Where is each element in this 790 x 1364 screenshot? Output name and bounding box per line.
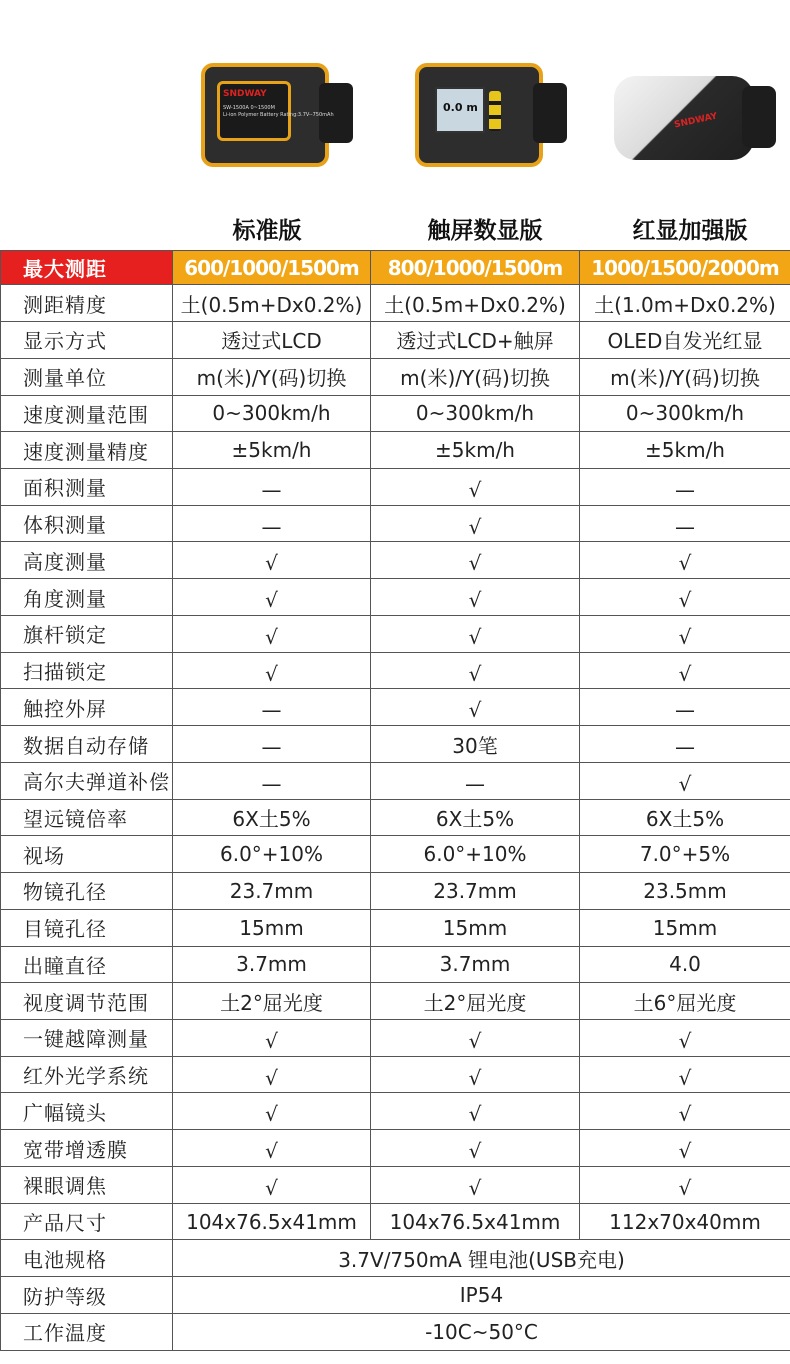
- table-row: [1, 469, 790, 506]
- cell-value: 15mm: [442, 915, 508, 940]
- cell-value: m(米)/Y(码)切换: [196, 366, 347, 391]
- cell-value: ±5km/h: [645, 438, 725, 463]
- check-mark: √: [678, 1102, 692, 1127]
- cell-touchscreen: [371, 873, 580, 910]
- cell-standard: [173, 762, 371, 799]
- cell-touchscreen: [371, 652, 580, 689]
- cell-standard: [173, 579, 371, 616]
- cell-standard: [173, 505, 371, 542]
- cell-touchscreen: [371, 322, 580, 359]
- dash-mark: —: [261, 514, 282, 539]
- cell-value: 6.0°+10%: [219, 842, 324, 867]
- cell-standard: [173, 469, 371, 506]
- product-image-standard: [178, 28, 368, 198]
- table-row: [1, 1130, 790, 1167]
- cell-touchscreen: [371, 1166, 580, 1203]
- check-mark: √: [678, 771, 692, 796]
- cell-standard: [173, 395, 371, 432]
- row-label: 物镜孔径: [1, 873, 173, 910]
- row-label: 触控外屏: [1, 689, 173, 726]
- cell-touchscreen: [371, 946, 580, 983]
- row-label: 高度测量: [1, 542, 173, 579]
- cell-standard: [173, 1130, 371, 1167]
- cell-oled: [580, 432, 790, 469]
- check-mark: √: [678, 624, 692, 649]
- device-screen-reading: 0.0 m: [443, 101, 478, 114]
- check-mark: √: [265, 551, 278, 576]
- check-mark: √: [678, 661, 692, 686]
- dash-mark: —: [261, 771, 282, 796]
- cell-value: 0~300km/h: [625, 401, 745, 426]
- table-row: [1, 615, 790, 652]
- table-row: [1, 432, 790, 469]
- cell-standard: [173, 873, 371, 910]
- rangefinder-standard-illustration: [193, 53, 353, 173]
- table-row-max-range: [1, 251, 790, 285]
- dash-mark: —: [675, 735, 695, 759]
- check-mark: √: [468, 1175, 482, 1200]
- table-row-shared: [1, 1240, 790, 1277]
- row-label: 宽带增透膜: [1, 1130, 173, 1167]
- check-mark: √: [678, 1065, 692, 1090]
- row-label: 扫描锁定: [1, 652, 173, 689]
- cell-value: 15mm: [652, 915, 718, 940]
- cell-value: 透过式LCD: [221, 329, 322, 354]
- check-mark: √: [678, 1175, 692, 1200]
- row-label: 电池规格: [1, 1240, 173, 1277]
- max-range-touchscreen: 800/1000/1500m: [371, 251, 580, 285]
- table-row: [1, 726, 790, 763]
- cell-value: 土2°屈光度: [220, 990, 323, 1015]
- table-row: [1, 762, 790, 799]
- cell-touchscreen: [371, 285, 580, 322]
- shared-value: 3.7V/750mA 锂电池(USB充电): [173, 1240, 790, 1277]
- table-row: [1, 873, 790, 910]
- cell-touchscreen: [371, 542, 580, 579]
- cell-value: 土6°屈光度: [633, 990, 737, 1015]
- cell-value: 0~300km/h: [212, 401, 331, 426]
- check-mark: √: [468, 551, 482, 576]
- cell-touchscreen: [371, 1093, 580, 1130]
- cell-oled: [580, 1203, 790, 1240]
- table-row: [1, 542, 790, 579]
- check-mark: √: [468, 624, 482, 649]
- cell-oled: [580, 1130, 790, 1167]
- cell-value: 23.5mm: [643, 878, 727, 903]
- cell-value: 7.0°+5%: [639, 842, 731, 867]
- cell-oled: [580, 873, 790, 910]
- table-row: [1, 285, 790, 322]
- table-row: [1, 689, 790, 726]
- check-mark: √: [468, 1102, 482, 1127]
- row-label: 高尔夫弹道补偿: [1, 762, 173, 799]
- cell-standard: [173, 799, 371, 836]
- cell-oled: [580, 836, 790, 873]
- table-row: [1, 836, 790, 873]
- check-mark: √: [678, 588, 692, 613]
- rangefinder-oled-illustration: [610, 58, 780, 168]
- cell-standard: [173, 1093, 371, 1130]
- table-row: [1, 1166, 790, 1203]
- row-label: 红外光学系统: [1, 1056, 173, 1093]
- row-label: 数据自动存储: [1, 726, 173, 763]
- table-row-shared: [1, 1277, 790, 1314]
- check-mark: √: [468, 588, 482, 613]
- cell-value: 104x76.5x41mm: [186, 1209, 357, 1234]
- cell-oled: [580, 652, 790, 689]
- max-range-standard: 600/1000/1500m: [173, 251, 371, 285]
- check-mark: √: [265, 1065, 278, 1090]
- table-row: [1, 1020, 790, 1057]
- row-label: 防护等级: [1, 1277, 173, 1314]
- dash-mark: —: [675, 477, 695, 502]
- table-row: [1, 946, 790, 983]
- dash-mark: —: [261, 735, 282, 759]
- rangefinder-touchscreen-illustration: [407, 53, 567, 173]
- check-mark: √: [265, 588, 278, 613]
- check-mark: √: [468, 1065, 482, 1090]
- row-label: 体积测量: [1, 505, 173, 542]
- check-mark: √: [678, 551, 692, 576]
- product-name-touchscreen: 触屏数显版: [427, 218, 543, 244]
- cell-oled: [580, 983, 790, 1020]
- cell-value: 0~300km/h: [415, 401, 535, 426]
- dash-mark: —: [675, 514, 695, 539]
- spec-comparison-table: [0, 250, 790, 1351]
- cell-standard: [173, 726, 371, 763]
- cell-value: 土(0.5m+Dx0.2%): [384, 292, 566, 317]
- cell-standard: [173, 1203, 371, 1240]
- cell-oled: [580, 579, 790, 616]
- cell-value: 土(1.0m+Dx0.2%): [594, 292, 776, 317]
- cell-value: 3.7mm: [439, 952, 511, 977]
- dash-mark: —: [261, 698, 282, 723]
- check-mark: √: [468, 477, 482, 502]
- cell-value: 23.7mm: [433, 878, 517, 903]
- cell-standard: [173, 432, 371, 469]
- cell-standard: [173, 322, 371, 359]
- check-mark: √: [678, 1139, 692, 1164]
- cell-value: OLED自发光红显: [607, 329, 763, 354]
- cell-standard: [173, 285, 371, 322]
- cell-standard: [173, 836, 371, 873]
- cell-touchscreen: [371, 762, 580, 799]
- cell-oled: [580, 505, 790, 542]
- cell-oled: [580, 1056, 790, 1093]
- cell-standard: [173, 689, 371, 726]
- cell-oled: [580, 946, 790, 983]
- cell-oled: [580, 1020, 790, 1057]
- cell-oled: [580, 726, 790, 763]
- cell-standard: [173, 1166, 371, 1203]
- check-mark: √: [468, 1028, 482, 1053]
- cell-oled: [580, 395, 790, 432]
- cell-value: 30笔: [452, 733, 498, 758]
- cell-touchscreen: [371, 689, 580, 726]
- cell-standard: [173, 652, 371, 689]
- row-label: 裸眼调焦: [1, 1166, 173, 1203]
- row-label: 出瞳直径: [1, 946, 173, 983]
- row-label: 测量单位: [1, 358, 173, 395]
- cell-value: 23.7mm: [229, 878, 314, 903]
- cell-value: 104x76.5x41mm: [389, 1209, 561, 1234]
- table-row-shared: [1, 1313, 790, 1350]
- table-row: [1, 505, 790, 542]
- cell-standard: [173, 946, 371, 983]
- cell-standard: [173, 358, 371, 395]
- table-row: [1, 983, 790, 1020]
- table-row: [1, 395, 790, 432]
- check-mark: √: [265, 1139, 278, 1164]
- check-mark: √: [265, 624, 278, 649]
- cell-oled: [580, 469, 790, 506]
- shared-value: IP54: [173, 1277, 790, 1314]
- cell-standard: [173, 909, 371, 946]
- cell-oled: [580, 762, 790, 799]
- check-mark: √: [468, 514, 482, 539]
- product-image-oled: [600, 28, 790, 198]
- cell-touchscreen: [371, 983, 580, 1020]
- cell-oled: [580, 1166, 790, 1203]
- check-mark: √: [265, 1028, 278, 1053]
- table-row: [1, 579, 790, 616]
- cell-touchscreen: [371, 1056, 580, 1093]
- row-label: 测距精度: [1, 285, 173, 322]
- row-label: 一键越障测量: [1, 1020, 173, 1057]
- cell-oled: [580, 615, 790, 652]
- cell-touchscreen: [371, 799, 580, 836]
- cell-value: 透过式LCD+触屏: [396, 329, 554, 354]
- device-brand: SNDWAY: [223, 89, 267, 99]
- cell-value: 112x70x40mm: [609, 1209, 761, 1234]
- cell-value: m(米)/Y(码)切换: [610, 366, 760, 391]
- row-label: 面积测量: [1, 469, 173, 506]
- cell-standard: [173, 1020, 371, 1057]
- cell-oled: [580, 799, 790, 836]
- row-label: 广幅镜头: [1, 1093, 173, 1130]
- row-label: 速度测量范围: [1, 395, 173, 432]
- check-mark: √: [468, 661, 482, 686]
- cell-touchscreen: [371, 836, 580, 873]
- check-mark: √: [265, 1102, 278, 1127]
- cell-value: 6X土5%: [435, 806, 515, 831]
- shared-value: -10C~50°C: [173, 1313, 790, 1350]
- cell-value: m(米)/Y(码)切换: [400, 366, 550, 391]
- cell-standard: [173, 542, 371, 579]
- row-label: 视场: [1, 836, 173, 873]
- row-label: 旗杆锁定: [1, 615, 173, 652]
- cell-touchscreen: [371, 579, 580, 616]
- cell-oled: [580, 285, 790, 322]
- row-label: 工作温度: [1, 1313, 173, 1350]
- cell-oled: [580, 689, 790, 726]
- max-range-oled: 1000/1500/2000m: [580, 251, 790, 285]
- table-row: [1, 1093, 790, 1130]
- row-label: 最大测距: [1, 251, 173, 285]
- cell-value: 4.0: [669, 952, 701, 977]
- cell-standard: [173, 1056, 371, 1093]
- cell-touchscreen: [371, 1203, 580, 1240]
- device-model: SW-1500A 0~1500M Li-ion Polymer Battery Rating:3.7V--750mAh: [223, 105, 334, 118]
- cell-touchscreen: [371, 615, 580, 652]
- row-label: 目镜孔径: [1, 909, 173, 946]
- check-mark: √: [678, 1028, 692, 1053]
- check-mark: √: [468, 1139, 482, 1164]
- dash-mark: —: [261, 477, 282, 502]
- cell-touchscreen: [371, 726, 580, 763]
- row-label: 速度测量精度: [1, 432, 173, 469]
- cell-value: 3.7mm: [236, 952, 307, 977]
- row-label: 望远镜倍率: [1, 799, 173, 836]
- row-label: 产品尺寸: [1, 1203, 173, 1240]
- cell-touchscreen: [371, 432, 580, 469]
- cell-standard: [173, 615, 371, 652]
- table-row: [1, 799, 790, 836]
- cell-oled: [580, 1093, 790, 1130]
- check-mark: √: [265, 661, 278, 686]
- cell-value: 6.0°+10%: [423, 842, 527, 867]
- cell-value: 6X土5%: [645, 806, 725, 831]
- cell-oled: [580, 358, 790, 395]
- row-label: 视度调节范围: [1, 983, 173, 1020]
- cell-touchscreen: [371, 395, 580, 432]
- cell-value: 15mm: [239, 915, 304, 940]
- dash-mark: —: [675, 698, 695, 723]
- cell-touchscreen: [371, 909, 580, 946]
- table-row: [1, 322, 790, 359]
- product-image-touchscreen: [392, 28, 582, 198]
- table-row: [1, 1203, 790, 1240]
- product-name-oled: 红显加强版: [632, 218, 748, 244]
- row-label: 显示方式: [1, 322, 173, 359]
- table-row: [1, 1056, 790, 1093]
- row-label: 角度测量: [1, 579, 173, 616]
- cell-value: 土(0.5m+Dx0.2%): [180, 292, 363, 317]
- cell-oled: [580, 542, 790, 579]
- product-name-standard: 标准版: [232, 218, 302, 244]
- cell-touchscreen: [371, 505, 580, 542]
- dash-mark: —: [465, 771, 485, 796]
- cell-touchscreen: [371, 1020, 580, 1057]
- cell-touchscreen: [371, 469, 580, 506]
- device-buttons: [489, 91, 501, 131]
- cell-oled: [580, 322, 790, 359]
- cell-oled: [580, 909, 790, 946]
- cell-touchscreen: [371, 1130, 580, 1167]
- cell-value: ±5km/h: [231, 438, 312, 463]
- check-mark: √: [468, 698, 482, 723]
- cell-value: 土2°屈光度: [423, 990, 527, 1015]
- cell-value: ±5km/h: [435, 438, 515, 463]
- table-row: [1, 652, 790, 689]
- cell-standard: [173, 983, 371, 1020]
- device-brand: SNDWAY: [673, 111, 719, 131]
- check-mark: √: [265, 1175, 278, 1200]
- cell-value: 6X土5%: [232, 806, 311, 831]
- cell-touchscreen: [371, 358, 580, 395]
- table-row: [1, 909, 790, 946]
- product-header: [0, 0, 790, 250]
- table-row: [1, 358, 790, 395]
